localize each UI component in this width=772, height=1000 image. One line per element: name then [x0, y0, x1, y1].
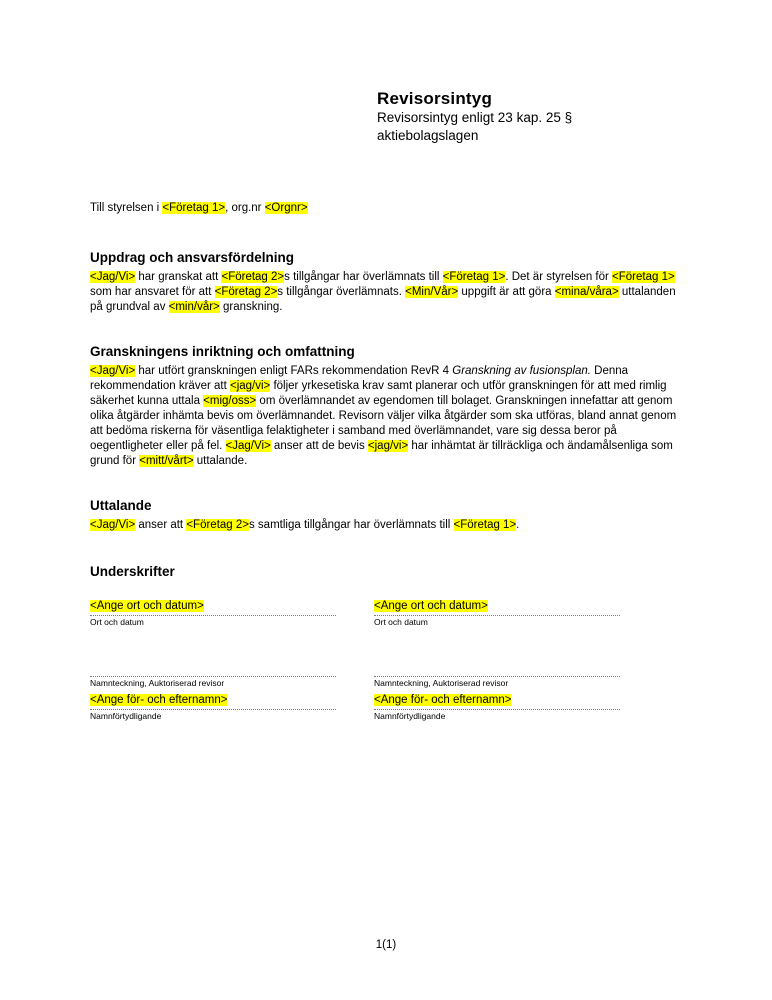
placeholder-field[interactable]: <jag/vi>	[367, 440, 409, 452]
text-run: uttalanden på grundval av	[90, 286, 676, 313]
name-field[interactable]: <Ange för- och efternamn>	[374, 694, 512, 706]
section-paragraph	[90, 518, 687, 533]
placeholder-field[interactable]: <Jag/Vi>	[90, 365, 136, 377]
text-run: Till styrelsen i	[90, 202, 163, 214]
text-run: anser att	[135, 519, 187, 531]
placeholder-field[interactable]: <Min/Vår>	[405, 286, 459, 298]
section-uppdrag	[90, 249, 687, 315]
place-date-label: Ort och datum	[374, 617, 428, 627]
placeholder-field[interactable]: <min/vår>	[168, 301, 220, 313]
name-field[interactable]: <Ange för- och efternamn>	[90, 694, 228, 706]
placeholder-field[interactable]: <Företag 1>	[453, 519, 517, 531]
signature-line	[90, 628, 336, 677]
place-date-label: Ort och datum	[90, 617, 144, 627]
signatures-heading: Underskrifter	[90, 564, 175, 579]
section-heading: Granskningens inriktning och omfattning	[90, 344, 355, 359]
recipient-line	[90, 201, 690, 216]
document-title: Revisorsintyg	[377, 89, 493, 108]
placeholder-field[interactable]: <mig/oss>	[203, 395, 257, 407]
signatures-section	[90, 563, 687, 722]
signature-column-right	[374, 598, 620, 722]
signatures-grid	[90, 598, 687, 722]
text-run: uttalande.	[193, 455, 248, 467]
text-run: granskning.	[219, 301, 283, 313]
placeholder-field[interactable]: <Företag 1>	[612, 271, 675, 283]
document-title-block	[377, 88, 677, 145]
signature-label: Namnteckning, Auktoriserad revisor	[90, 678, 225, 688]
text-run: Denna rekommendation kräver att	[90, 365, 629, 392]
name-label: Namnförtydligande	[374, 711, 446, 721]
text-run: s samtliga tillgångar har överlämnats till	[248, 519, 454, 531]
signature-line	[374, 628, 620, 677]
placeholder-field[interactable]: <Jag/Vi>	[90, 519, 136, 531]
text-run: s tillgångar har överlämnats till	[284, 271, 443, 283]
text-run: följer yrkesetiska krav samt planerar och utför granskningen för att med rimlig säkerhet kunna uttala	[90, 380, 667, 407]
place-date-field[interactable]: <Ange ort och datum>	[374, 600, 488, 612]
text-run: har utfört granskningen enligt FARs rekommendation RevR 4	[135, 365, 453, 377]
text-run: anser att de bevis	[270, 440, 368, 452]
page-number: 1(1)	[375, 939, 397, 951]
placeholder-field[interactable]: <mitt/vårt>	[139, 455, 194, 467]
section-heading: Uttalande	[90, 498, 152, 513]
section-heading: Uppdrag och ansvarsfördelning	[90, 250, 295, 265]
text-run: om överlämnandet av egendomen till bolaget. Granskningen innefattar att genom olika åtgärder inhämta bevis om överlämnandet. Revisorn väljer vilka åtgärder som ska utföras, bland annat genom att bedöma riskerna för väsentliga felaktigheter i samband med överlämnandet, vare sig dessa beror på oegentligheter eller på fel.	[90, 395, 677, 452]
name-line	[374, 692, 620, 710]
text-run: . Det är styrelsen för	[505, 271, 613, 283]
placeholder-field[interactable]: <mina/våra>	[554, 286, 619, 298]
placeholder-field[interactable]: <Företag 2>	[186, 519, 249, 531]
text-run: som har ansvaret för att	[90, 286, 215, 298]
name-label: Namnförtydligande	[90, 711, 162, 721]
placeholder-field[interactable]: <Företag 1>	[162, 202, 226, 214]
text-run: har granskat att	[135, 271, 222, 283]
placeholder-field[interactable]: <Jag/Vi>	[225, 440, 271, 452]
document-subtitle-line-1: Revisorsintyg enligt 23 kap. 25 §	[377, 110, 573, 125]
placeholder-field[interactable]: <jag/vi>	[229, 380, 271, 392]
place-date-line	[90, 598, 336, 616]
placeholder-field[interactable]: <Företag 1>	[442, 271, 506, 283]
place-date-line	[374, 598, 620, 616]
placeholder-field[interactable]: <Företag 2>	[221, 271, 285, 283]
text-run: .	[516, 519, 520, 531]
section-uttalande	[90, 497, 687, 533]
placeholder-field[interactable]: <Jag/Vi>	[90, 271, 136, 283]
document-subtitle-line-2: aktiebolagslagen	[377, 128, 479, 143]
placeholder-field[interactable]: <Orgnr>	[264, 202, 308, 214]
placeholder-field[interactable]: <Företag 2>	[214, 286, 278, 298]
text-run: har inhämtat är tillräckliga och ändamålsenliga som grund för	[90, 440, 673, 467]
place-date-field[interactable]: <Ange ort och datum>	[90, 600, 204, 612]
text-run: Granskning av fusionsplan.	[452, 365, 591, 377]
section-granskning	[90, 343, 687, 469]
signature-label: Namnteckning, Auktoriserad revisor	[374, 678, 509, 688]
name-line	[90, 692, 336, 710]
section-paragraph	[90, 270, 687, 315]
section-paragraph	[90, 364, 687, 469]
signature-column-left	[90, 598, 336, 722]
text-run: , org.nr	[225, 202, 265, 214]
sections-container	[90, 249, 687, 533]
text-run: uppgift är att göra	[458, 286, 555, 298]
document-subtitle	[377, 109, 677, 145]
text-run: s tillgångar överlämnats.	[277, 286, 406, 298]
